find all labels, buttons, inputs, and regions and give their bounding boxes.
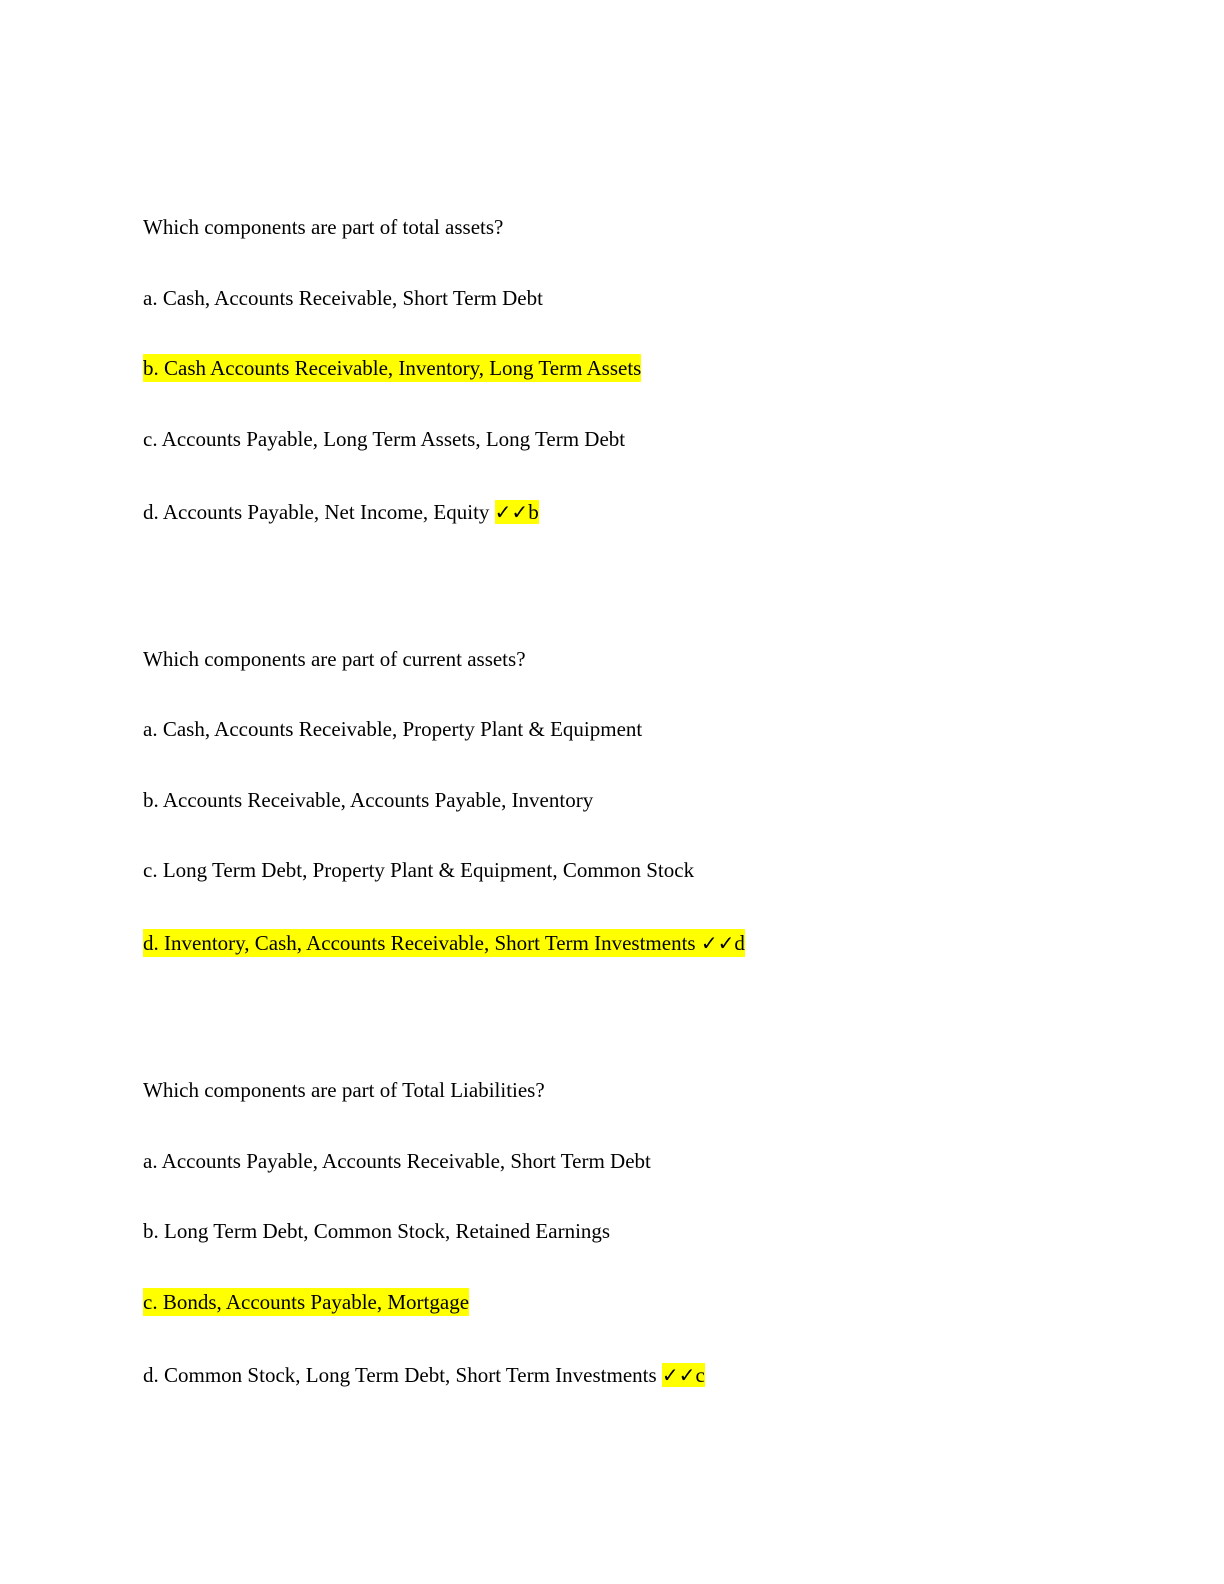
question-2-option-b: b. Accounts Receivable, Accounts Payable, Inventory <box>143 788 594 812</box>
question-3-option-d-row <box>143 1361 705 1389</box>
question-3-prompt: Which components are part of Total Liabilities? <box>143 1078 545 1102</box>
question-1-option-b: b. Cash Accounts Receivable, Inventory, Long Term Assets <box>143 356 642 380</box>
check-mark-icon: ✓✓ <box>661 1363 696 1387</box>
question-3-answer-marker <box>662 1363 705 1387</box>
question-3-answer: c <box>695 1363 705 1387</box>
question-2-option-a: a. Cash, Accounts Receivable, Property Plant & Equipment <box>143 717 643 741</box>
question-2-prompt: Which components are part of current assets? <box>143 647 526 671</box>
question-1-answer: b <box>528 500 539 524</box>
question-1-prompt: Which components are part of total assets? <box>143 215 504 239</box>
question-1-option-a: a. Cash, Accounts Receivable, Short Term Debt <box>143 286 543 310</box>
question-3-option-a: a. Accounts Payable, Accounts Receivable, Short Term Debt <box>143 1149 651 1173</box>
question-3-option-b: b. Long Term Debt, Common Stock, Retained Earnings <box>143 1219 611 1243</box>
question-1-option-d-row <box>143 498 539 526</box>
question-1-option-c: c. Accounts Payable, Long Term Assets, Long Term Debt <box>143 427 626 451</box>
question-2-option-d-row <box>143 929 745 957</box>
question-3-option-d: d. Common Stock, Long Term Debt, Short Term Investments <box>143 1363 657 1387</box>
question-2-answer: d <box>734 931 745 955</box>
question-2-option-c: c. Long Term Debt, Property Plant & Equipment, Common Stock <box>143 858 695 882</box>
check-mark-icon: ✓✓ <box>700 931 735 955</box>
check-mark-icon: ✓✓ <box>494 500 529 524</box>
question-2-option-d: d. Inventory, Cash, Accounts Receivable, Short Term Investments <box>143 931 696 955</box>
question-1-option-d: d. Accounts Payable, Net Income, Equity <box>143 500 490 524</box>
question-1-answer-marker <box>495 500 539 524</box>
question-3-option-c: c. Bonds, Accounts Payable, Mortgage <box>143 1290 470 1314</box>
